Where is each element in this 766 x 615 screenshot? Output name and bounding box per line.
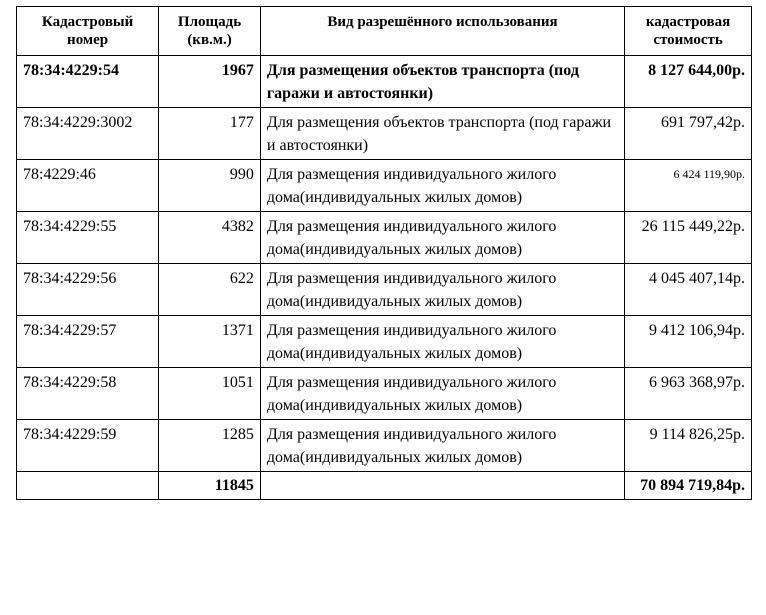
table-row xyxy=(17,212,752,264)
cell-use: Для размещения индивидуального жилого дома(индивидуальных жилых домов) xyxy=(260,160,624,212)
cell-use: Для размещения индивидуального жилого дома(индивидуальных жилых домов) xyxy=(260,368,624,420)
cell-cost: 6 424 119,90р. xyxy=(625,160,752,212)
cell-area: 990 xyxy=(159,160,261,212)
header-row xyxy=(17,7,752,56)
header-use: Вид разрешённого использования xyxy=(260,7,624,56)
cell-cost: 26 115 449,22р. xyxy=(625,212,752,264)
total-area: 11845 xyxy=(159,472,261,500)
total-cost: 70 894 719,84р. xyxy=(625,472,752,500)
cell-area: 1285 xyxy=(159,420,261,472)
cell-cost: 9 114 826,25р. xyxy=(625,420,752,472)
cell-cost: 8 127 644,00р. xyxy=(625,56,752,108)
table-row xyxy=(17,160,752,212)
table-row xyxy=(17,420,752,472)
cell-number: 78:34:4229:54 xyxy=(17,56,159,108)
cell-area: 1371 xyxy=(159,316,261,368)
cell-use: Для размещения индивидуального жилого дома(индивидуальных жилых домов) xyxy=(260,316,624,368)
cell-cost: 4 045 407,14р. xyxy=(625,264,752,316)
header-number: Кадастровый номер xyxy=(17,7,159,56)
total-row xyxy=(17,472,752,500)
total-use-cell xyxy=(260,472,624,500)
cell-cost: 9 412 106,94р. xyxy=(625,316,752,368)
cell-number: 78:34:4229:55 xyxy=(17,212,159,264)
cell-number: 78:34:4229:3002 xyxy=(17,108,159,160)
cell-area: 1051 xyxy=(159,368,261,420)
cell-use: Для размещения объектов транспорта (под гаражи и автостоянки) xyxy=(260,108,624,160)
header-area: Площадь (кв.м.) xyxy=(159,7,261,56)
cell-area: 622 xyxy=(159,264,261,316)
table-row xyxy=(17,108,752,160)
cell-number: 78:4229:46 xyxy=(17,160,159,212)
total-label-cell xyxy=(17,472,159,500)
cell-area: 4382 xyxy=(159,212,261,264)
cell-cost: 6 963 368,97р. xyxy=(625,368,752,420)
table-row xyxy=(17,316,752,368)
cell-use: Для размещения объектов транспорта (под гаражи и автостоянки) xyxy=(260,56,624,108)
cell-cost: 691 797,42р. xyxy=(625,108,752,160)
header-cost: кадастровая стоимость xyxy=(625,7,752,56)
cell-use: Для размещения индивидуального жилого дома(индивидуальных жилых домов) xyxy=(260,212,624,264)
cell-number: 78:34:4229:58 xyxy=(17,368,159,420)
cell-area: 177 xyxy=(159,108,261,160)
cell-use: Для размещения индивидуального жилого дома(индивидуальных жилых домов) xyxy=(260,420,624,472)
table-row xyxy=(17,264,752,316)
cell-area: 1967 xyxy=(159,56,261,108)
table-row xyxy=(17,56,752,108)
cell-number: 78:34:4229:59 xyxy=(17,420,159,472)
table-row xyxy=(17,368,752,420)
cell-number: 78:34:4229:56 xyxy=(17,264,159,316)
cell-use: Для размещения индивидуального жилого дома(индивидуальных жилых домов) xyxy=(260,264,624,316)
cell-number: 78:34:4229:57 xyxy=(17,316,159,368)
cadastre-table xyxy=(16,6,752,500)
